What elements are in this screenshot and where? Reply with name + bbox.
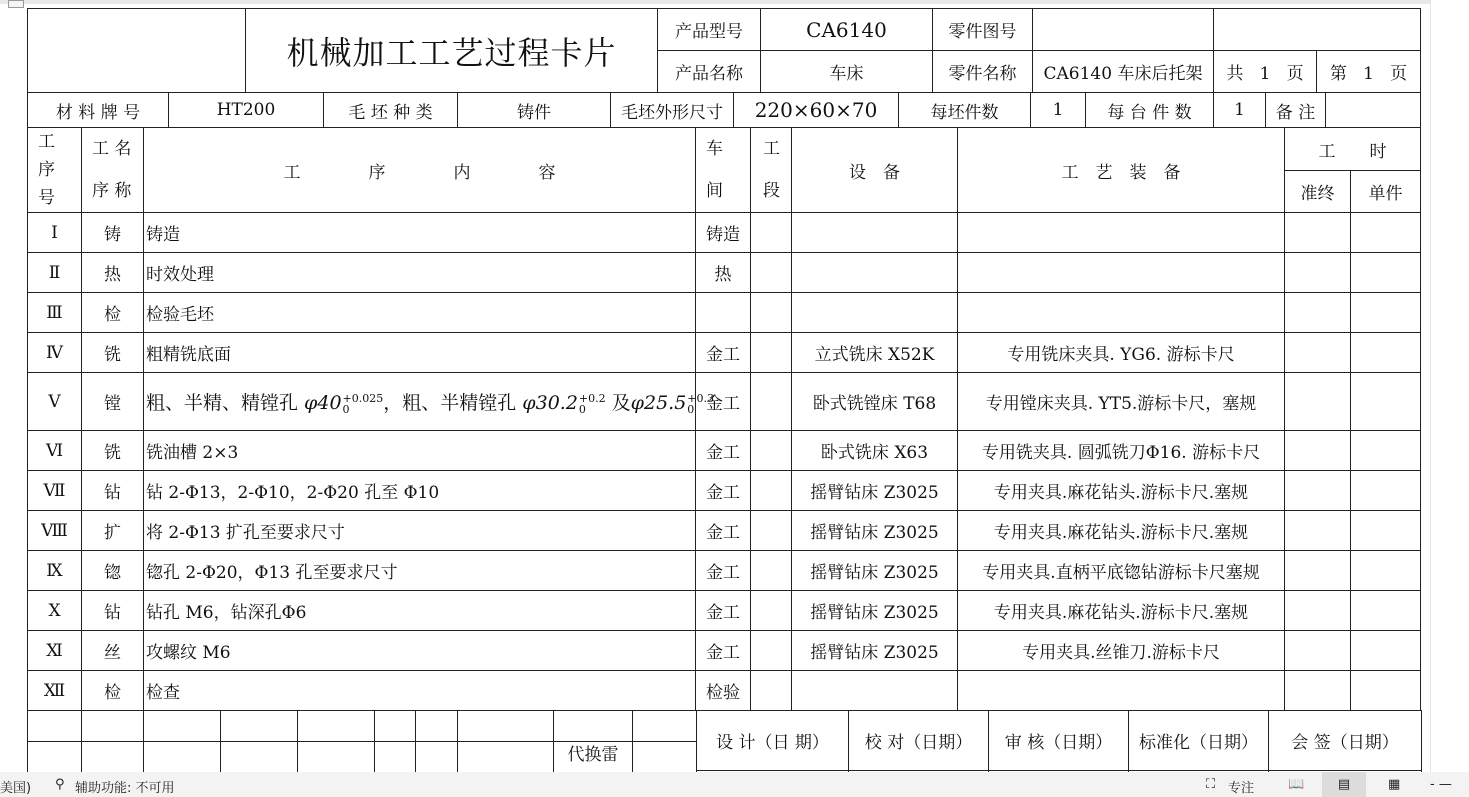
focus-button[interactable]: 专注 <box>1228 781 1255 796</box>
part-drawing-label: 零件图号 <box>933 9 1033 51</box>
prep-time[interactable] <box>1285 551 1351 591</box>
unit-time[interactable] <box>1351 591 1421 631</box>
col-op-no: 工 序 号 <box>28 128 82 213</box>
accessibility-icon: ⚲ <box>55 777 65 792</box>
workshop[interactable]: 金工 <box>696 431 751 471</box>
page-unit: 页 <box>1286 64 1304 84</box>
equipment[interactable] <box>792 671 958 711</box>
workshop[interactable]: 金工 <box>696 551 751 591</box>
zoom-slider[interactable]: - — <box>1430 777 1452 792</box>
unit-time[interactable] <box>1351 213 1421 253</box>
table-row <box>28 213 1421 253</box>
op-name[interactable]: 热 <box>82 253 144 293</box>
material-row <box>27 92 1421 128</box>
op-content[interactable]: 粗精铣底面 <box>144 333 696 373</box>
op-name[interactable]: 镗 <box>82 373 144 431</box>
equipment[interactable]: 摇臂钻床 Z3025 <box>792 551 958 591</box>
total-pages[interactable] <box>1214 51 1317 93</box>
section[interactable] <box>751 471 792 511</box>
section[interactable] <box>751 511 792 551</box>
workshop[interactable]: 金工 <box>696 333 751 373</box>
workshop[interactable]: 金工 <box>696 373 751 431</box>
focus-icon: ⛶ <box>1206 777 1216 792</box>
lower-tol: 0 <box>687 403 695 416</box>
prep-time[interactable] <box>1285 471 1351 511</box>
upper-tol: +0.025 <box>342 392 384 405</box>
workshop[interactable]: 金工 <box>696 511 751 551</box>
op-number[interactable]: Ⅵ <box>28 431 82 471</box>
table-row <box>28 431 1421 471</box>
per-machine[interactable]: 1 <box>1214 93 1266 128</box>
blank-type-label: 毛 坯 种 类 <box>324 93 458 128</box>
section[interactable] <box>751 431 792 471</box>
content-text: ，粗、半精镗孔 <box>383 392 523 414</box>
section[interactable] <box>751 631 792 671</box>
workshop[interactable]: 金工 <box>696 591 751 631</box>
equipment[interactable]: 摇臂钻床 Z3025 <box>792 471 958 511</box>
section[interactable] <box>751 551 792 591</box>
tooling[interactable]: 专用夹具.丝锥刀.游标卡尺 <box>958 631 1285 671</box>
op-name[interactable]: 铸 <box>82 213 144 253</box>
equipment[interactable]: 摇臂钻床 Z3025 <box>792 511 958 551</box>
col-unit-time: 单件 <box>1351 171 1421 213</box>
tooling[interactable]: 专用铣夹具. 圆弧铣刀Φ16. 游标卡尺 <box>958 431 1285 471</box>
prep-time[interactable] <box>1285 591 1351 631</box>
review-date[interactable]: 审 核（日期） <box>989 711 1129 771</box>
ruler-bar <box>0 0 1469 4</box>
section[interactable] <box>751 213 792 253</box>
process-card <box>27 8 1420 782</box>
table-row <box>28 671 1421 711</box>
op-name[interactable]: 铣 <box>82 333 144 373</box>
prep-time[interactable] <box>1285 293 1351 333</box>
section[interactable] <box>751 591 792 631</box>
workshop[interactable]: 检验 <box>696 671 751 711</box>
table-row <box>28 551 1421 591</box>
op-number[interactable]: Ⅶ <box>28 471 82 511</box>
unit-time[interactable] <box>1351 373 1421 431</box>
op-content[interactable] <box>144 373 714 431</box>
standard-date[interactable]: 标准化（日期） <box>1129 711 1269 771</box>
unit-time[interactable] <box>1351 471 1421 511</box>
op-name[interactable]: 检 <box>82 293 144 333</box>
op-number[interactable]: Ⅲ <box>28 293 82 333</box>
part-name-label: 零件名称 <box>933 51 1033 93</box>
op-number[interactable]: Ⅱ <box>28 253 82 293</box>
page-title: 机械加工工艺过程卡片 <box>246 9 658 93</box>
unit-time[interactable] <box>1351 631 1421 671</box>
op-number[interactable]: Ⅰ <box>28 213 82 253</box>
tooling[interactable] <box>958 671 1285 711</box>
tooling[interactable]: 专用夹具.麻花钻头.游标卡尺.塞规 <box>958 591 1285 631</box>
print-layout-icon[interactable]: ▤ <box>1322 772 1366 797</box>
blank-size-label: 毛坯外形尺寸 <box>611 93 734 128</box>
dim: φ30.2 <box>522 392 578 414</box>
col-op-name: 工 名 序 称 <box>82 128 144 213</box>
equipment[interactable]: 卧式铣床 X63 <box>792 431 958 471</box>
tooling[interactable] <box>958 213 1285 253</box>
op-name[interactable]: 锪 <box>82 551 144 591</box>
content-text: 及 <box>605 392 631 414</box>
op-content[interactable]: 铸造 <box>144 213 696 253</box>
prep-time[interactable] <box>1285 671 1351 711</box>
logo-cell <box>28 9 246 93</box>
upper-tol: +0.3 <box>687 392 714 405</box>
status-bar <box>0 772 1469 797</box>
op-content[interactable]: 时效处理 <box>144 253 696 293</box>
unit-time[interactable] <box>1351 431 1421 471</box>
material-grade-label: 材 料 牌 号 <box>28 93 169 128</box>
op-number[interactable]: Ⅹ <box>28 591 82 631</box>
workshop[interactable]: 金工 <box>696 631 751 671</box>
op-content[interactable]: 检查 <box>144 671 696 711</box>
tooling[interactable]: 专用夹具.直柄平底锪钻游标卡尺塞规 <box>958 551 1285 591</box>
table-row <box>28 253 1421 293</box>
remark[interactable] <box>1326 93 1421 128</box>
unit-time[interactable] <box>1351 511 1421 551</box>
check-date[interactable]: 校 对（日期） <box>849 711 989 771</box>
equipment[interactable]: 卧式铣镗床 T68 <box>792 373 958 431</box>
op-number[interactable]: Ⅷ <box>28 511 82 551</box>
lower-tol: 0 <box>578 403 586 416</box>
product-model-label: 产品型号 <box>658 9 761 51</box>
op-number[interactable]: Ⅳ <box>28 333 82 373</box>
equipment[interactable]: 摇臂钻床 Z3025 <box>792 591 958 631</box>
equipment[interactable]: 摇臂钻床 Z3025 <box>792 631 958 671</box>
product-name[interactable]: 车床 <box>761 51 933 93</box>
total-value: 1 <box>1259 64 1271 84</box>
vertical-scrollbar[interactable] <box>1430 0 1469 772</box>
op-content[interactable]: 检验毛坯 <box>144 293 696 333</box>
workshop[interactable] <box>696 293 751 333</box>
col-prep-time: 准终 <box>1285 171 1351 213</box>
web-layout-icon[interactable]: ▦ <box>1388 777 1401 792</box>
blank-type[interactable]: 铸件 <box>458 93 611 128</box>
section[interactable] <box>751 293 792 333</box>
table-row <box>28 471 1421 511</box>
prep-time[interactable] <box>1285 253 1351 293</box>
page-unit: 页 <box>1390 64 1408 84</box>
read-mode-icon[interactable]: 📖 <box>1288 777 1305 792</box>
lower-tol: 0 <box>342 403 350 416</box>
unit-time[interactable] <box>1351 293 1421 333</box>
op-name[interactable]: 扩 <box>82 511 144 551</box>
op-content[interactable]: 钻 2-Φ13，2-Φ10，2-Φ20 孔至 Φ10 <box>144 471 696 511</box>
per-blank-label: 每坯件数 <box>899 93 1031 128</box>
tooling[interactable]: 专用镗床夹具. YT5.游标卡尺，塞规 <box>958 373 1285 431</box>
op-number[interactable]: Ⅴ <box>28 373 82 431</box>
table-row <box>28 631 1421 671</box>
unit-time[interactable] <box>1351 551 1421 591</box>
product-name-label: 产品名称 <box>658 51 761 93</box>
prep-time[interactable] <box>1285 373 1351 431</box>
card-header <box>27 8 1421 93</box>
equipment[interactable] <box>792 293 958 333</box>
prep-time[interactable] <box>1285 511 1351 551</box>
table-row <box>28 511 1421 551</box>
tooling[interactable] <box>958 293 1285 333</box>
remark-label: 备 注 <box>1266 93 1326 128</box>
col-section: 工 段 <box>751 128 792 213</box>
accessibility-status[interactable]: 辅助功能: 不可用 <box>75 781 175 796</box>
tooling[interactable]: 专用铣床夹具. YG6. 游标卡尺 <box>958 333 1285 373</box>
operations-table <box>27 127 1421 711</box>
op-content[interactable]: 钻孔 M6，钻深孔Φ6 <box>144 591 696 631</box>
dim: φ25.5 <box>630 392 687 414</box>
table-row <box>28 373 1421 431</box>
prep-time[interactable] <box>1285 213 1351 253</box>
prep-time[interactable] <box>1285 631 1351 671</box>
tooling[interactable]: 专用夹具.麻花钻头.游标卡尺.塞规 <box>958 511 1285 551</box>
op-name[interactable]: 钻 <box>82 471 144 511</box>
table-row <box>28 333 1421 373</box>
col-workshop: 车 间 <box>696 128 751 213</box>
page-label: 第 <box>1329 64 1347 84</box>
op-name[interactable]: 检 <box>82 671 144 711</box>
blank-size[interactable]: 220×60×70 <box>734 93 899 128</box>
workshop[interactable]: 铸造 <box>696 213 751 253</box>
blank-cell <box>1214 9 1421 51</box>
op-name[interactable]: 钻 <box>82 591 144 631</box>
partial-text: 代换雷 <box>554 742 633 782</box>
op-number[interactable]: Ⅻ <box>28 671 82 711</box>
unit-time[interactable] <box>1351 253 1421 293</box>
material-grade[interactable]: HT200 <box>169 93 324 128</box>
col-time: 工 时 <box>1285 128 1421 171</box>
tooling[interactable]: 专用夹具.麻花钻头.游标卡尺.塞规 <box>958 471 1285 511</box>
section[interactable] <box>751 333 792 373</box>
op-content[interactable]: 攻螺纹 M6 <box>144 631 696 671</box>
part-drawing[interactable] <box>1033 9 1214 51</box>
op-number[interactable]: Ⅸ <box>28 551 82 591</box>
table-row <box>28 591 1421 631</box>
op-number[interactable]: Ⅺ <box>28 631 82 671</box>
page-value: 1 <box>1363 64 1374 84</box>
prep-time[interactable] <box>1285 431 1351 471</box>
unit-time[interactable] <box>1351 671 1421 711</box>
language-status[interactable]: 美国) <box>0 781 32 796</box>
equipment[interactable]: 立式铣床 X52K <box>792 333 958 373</box>
content-text: 粗、半精、精镗孔 <box>146 392 305 414</box>
section[interactable] <box>751 253 792 293</box>
col-equipment: 设 备 <box>792 128 958 213</box>
prep-time[interactable] <box>1285 333 1351 373</box>
op-content[interactable]: 将 2-Φ13 扩孔至要求尺寸 <box>144 511 696 551</box>
op-name[interactable]: 丝 <box>82 631 144 671</box>
design-date[interactable]: 设 计（日 期） <box>697 711 849 771</box>
unit-time[interactable] <box>1351 333 1421 373</box>
op-content[interactable]: 锪孔 2-Φ20，Φ13 孔至要求尺寸 <box>144 551 696 591</box>
per-blank[interactable]: 1 <box>1031 93 1086 128</box>
product-model[interactable]: CA6140 <box>761 9 933 51</box>
ruler-toggle-button[interactable] <box>8 0 24 8</box>
dim: φ40 <box>304 392 342 414</box>
per-machine-label: 每 台 件 数 <box>1086 93 1214 128</box>
part-name[interactable]: CA6140 车床后托架 <box>1033 51 1214 93</box>
current-page[interactable] <box>1317 51 1421 93</box>
equipment[interactable] <box>792 213 958 253</box>
section[interactable] <box>751 373 792 431</box>
upper-tol: +0.2 <box>578 392 606 405</box>
tooling[interactable] <box>958 253 1285 293</box>
col-content: 工 序 内 容 <box>144 128 696 213</box>
op-content[interactable]: 铣油槽 2×3 <box>144 431 696 471</box>
workshop[interactable]: 热 <box>696 253 751 293</box>
countersign-date[interactable]: 会 签（日期） <box>1269 711 1422 771</box>
table-row <box>28 293 1421 333</box>
op-name[interactable]: 铣 <box>82 431 144 471</box>
total-label: 共 <box>1226 64 1244 84</box>
col-tooling: 工 艺 装 备 <box>958 128 1285 213</box>
equipment[interactable] <box>792 253 958 293</box>
section[interactable] <box>751 671 792 711</box>
workshop[interactable]: 金工 <box>696 471 751 511</box>
